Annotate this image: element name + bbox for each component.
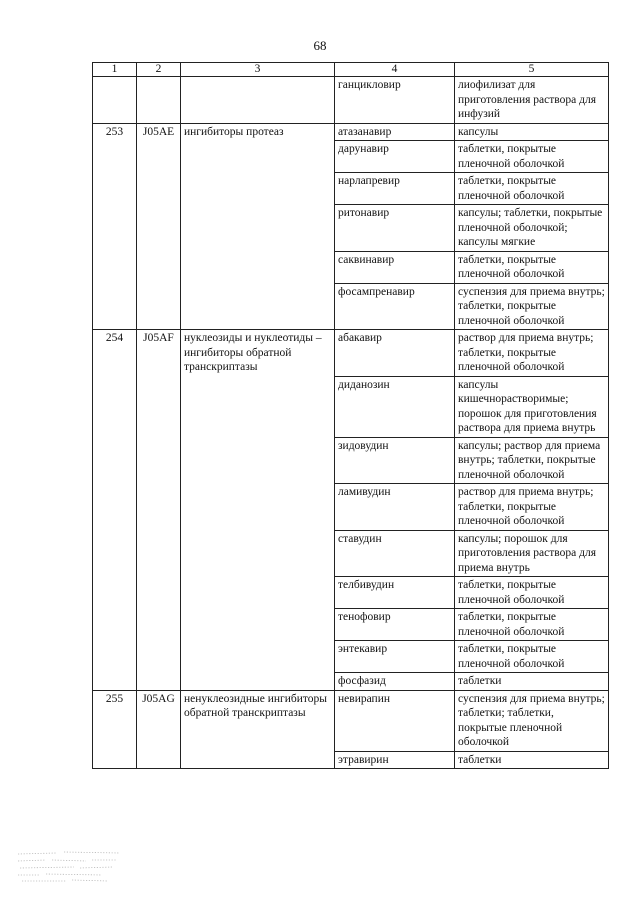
dosage-form: раствор для приема внутрь; таблетки, покрытые пленочной оболочкой <box>455 330 609 377</box>
drug-group-cont <box>181 376 335 437</box>
drug-name: дарунавир <box>335 141 455 173</box>
page-number: 68 <box>313 38 327 53</box>
dosage-form: суспензия для приема внутрь; таблетки; таблетки, покрытые пленочной оболочкой <box>455 690 609 751</box>
row-number-cont <box>93 751 137 769</box>
dosage-form: раствор для приема внутрь; таблетки, покрытые пленочной оболочкой <box>455 484 609 531</box>
row-number: 254 <box>93 330 137 377</box>
dosage-form: таблетки, покрытые пленочной оболочкой <box>455 173 609 205</box>
row-number-cont <box>93 577 137 609</box>
faint-stamp-mark <box>16 848 124 884</box>
atc-code-cont <box>137 577 181 609</box>
atc-code: J05AE <box>137 123 181 141</box>
header-cell-5: 5 <box>455 63 609 77</box>
drug-group-cont <box>181 673 335 691</box>
drug-name: ритонавир <box>335 205 455 252</box>
table-row <box>93 283 609 330</box>
drug-name: энтекавир <box>335 641 455 673</box>
row-number-cont <box>93 437 137 484</box>
row-number <box>93 77 137 124</box>
dosage-form: капсулы; таблетки, покрытые пленочной оболочкой; капсулы мягкие <box>455 205 609 252</box>
header-cell-4: 4 <box>335 63 455 77</box>
atc-code-cont <box>137 141 181 173</box>
table-row <box>93 641 609 673</box>
dosage-form: таблетки <box>455 673 609 691</box>
drug-name: телбивудин <box>335 577 455 609</box>
dosage-form: таблетки, покрытые пленочной оболочкой <box>455 609 609 641</box>
drug-name: фосампренавир <box>335 283 455 330</box>
drug-name: невирапин <box>335 690 455 751</box>
table-body <box>93 77 609 769</box>
atc-code-cont <box>137 530 181 577</box>
drug-name: тенофовир <box>335 609 455 641</box>
drug-name: атазанавир <box>335 123 455 141</box>
row-number-cont <box>93 251 137 283</box>
drug-name: фосфазид <box>335 673 455 691</box>
dosage-form: суспензия для приема внутрь; таблетки, покрытые пленочной оболочкой <box>455 283 609 330</box>
drug-name: ставудин <box>335 530 455 577</box>
row-number-cont <box>93 484 137 531</box>
table-row <box>93 123 609 141</box>
atc-code-cont <box>137 673 181 691</box>
row-number-cont <box>93 530 137 577</box>
table-row <box>93 251 609 283</box>
drug-group-cont <box>181 577 335 609</box>
dosage-form: капсулы; порошок для приготовления раствора для приема внутрь <box>455 530 609 577</box>
table-row <box>93 673 609 691</box>
drug-group <box>181 77 335 124</box>
drug-group: ингибиторы протеаз <box>181 123 335 141</box>
table-row <box>93 484 609 531</box>
drug-name: ламивудин <box>335 484 455 531</box>
drug-name: нарлапревир <box>335 173 455 205</box>
table-header-row <box>93 63 609 77</box>
drug-name: этравирин <box>335 751 455 769</box>
drug-group-cont <box>181 751 335 769</box>
row-number: 255 <box>93 690 137 751</box>
header-cell-3: 3 <box>181 63 335 77</box>
dosage-form: лиофилизат для приготовления раствора для инфузий <box>455 77 609 124</box>
table-row <box>93 205 609 252</box>
drug-group-cont <box>181 484 335 531</box>
drug-name: ганцикловир <box>335 77 455 124</box>
atc-code-cont <box>137 641 181 673</box>
row-number-cont <box>93 173 137 205</box>
drug-name: саквинавир <box>335 251 455 283</box>
row-number-cont <box>93 641 137 673</box>
row-number-cont <box>93 283 137 330</box>
row-number-cont <box>93 673 137 691</box>
header-cell-1: 1 <box>93 63 137 77</box>
table-row <box>93 577 609 609</box>
dosage-form: капсулы кишечнорастворимые; порошок для приготовления раствора для приема внутрь <box>455 376 609 437</box>
drug-table <box>92 62 609 769</box>
table-row <box>93 330 609 377</box>
dosage-form: таблетки <box>455 751 609 769</box>
row-number-cont <box>93 141 137 173</box>
dosage-form: таблетки, покрытые пленочной оболочкой <box>455 141 609 173</box>
atc-code: J05AF <box>137 330 181 377</box>
atc-code-cont <box>137 437 181 484</box>
atc-code: J05AG <box>137 690 181 751</box>
row-number-cont <box>93 205 137 252</box>
table-row <box>93 173 609 205</box>
drug-name: зидовудин <box>335 437 455 484</box>
atc-code-cont <box>137 484 181 531</box>
table-row <box>93 530 609 577</box>
drug-group-cont <box>181 437 335 484</box>
atc-code-cont <box>137 751 181 769</box>
dosage-form: капсулы; раствор для приема внутрь; таблетки, покрытые пленочной оболочкой <box>455 437 609 484</box>
atc-code-cont <box>137 609 181 641</box>
row-number: 253 <box>93 123 137 141</box>
dosage-form: таблетки, покрытые пленочной оболочкой <box>455 577 609 609</box>
drug-group-cont <box>181 205 335 252</box>
atc-code-cont <box>137 173 181 205</box>
header-cell-2: 2 <box>137 63 181 77</box>
row-number-cont <box>93 376 137 437</box>
table-row <box>93 609 609 641</box>
drug-name: диданозин <box>335 376 455 437</box>
dosage-form: таблетки, покрытые пленочной оболочкой <box>455 641 609 673</box>
row-number-cont <box>93 609 137 641</box>
drug-group-cont <box>181 283 335 330</box>
drug-group: нуклеозиды и нуклеотиды – ингибиторы обратной транскриптазы <box>181 330 335 377</box>
drug-group-cont <box>181 173 335 205</box>
atc-code-cont <box>137 283 181 330</box>
drug-name: абакавир <box>335 330 455 377</box>
atc-code <box>137 77 181 124</box>
table-row <box>93 437 609 484</box>
drug-group-cont <box>181 609 335 641</box>
drug-group-cont <box>181 641 335 673</box>
atc-code-cont <box>137 251 181 283</box>
drug-group-cont <box>181 141 335 173</box>
atc-code-cont <box>137 205 181 252</box>
table-row <box>93 690 609 751</box>
drug-group-cont <box>181 251 335 283</box>
table-row <box>93 141 609 173</box>
table-row <box>93 376 609 437</box>
drug-group-cont <box>181 530 335 577</box>
dosage-form: капсулы <box>455 123 609 141</box>
table-row <box>93 77 609 124</box>
dosage-form: таблетки, покрытые пленочной оболочкой <box>455 251 609 283</box>
atc-code-cont <box>137 376 181 437</box>
table-row <box>93 751 609 769</box>
drug-group: ненуклеозидные ингибиторы обратной транскриптазы <box>181 690 335 751</box>
